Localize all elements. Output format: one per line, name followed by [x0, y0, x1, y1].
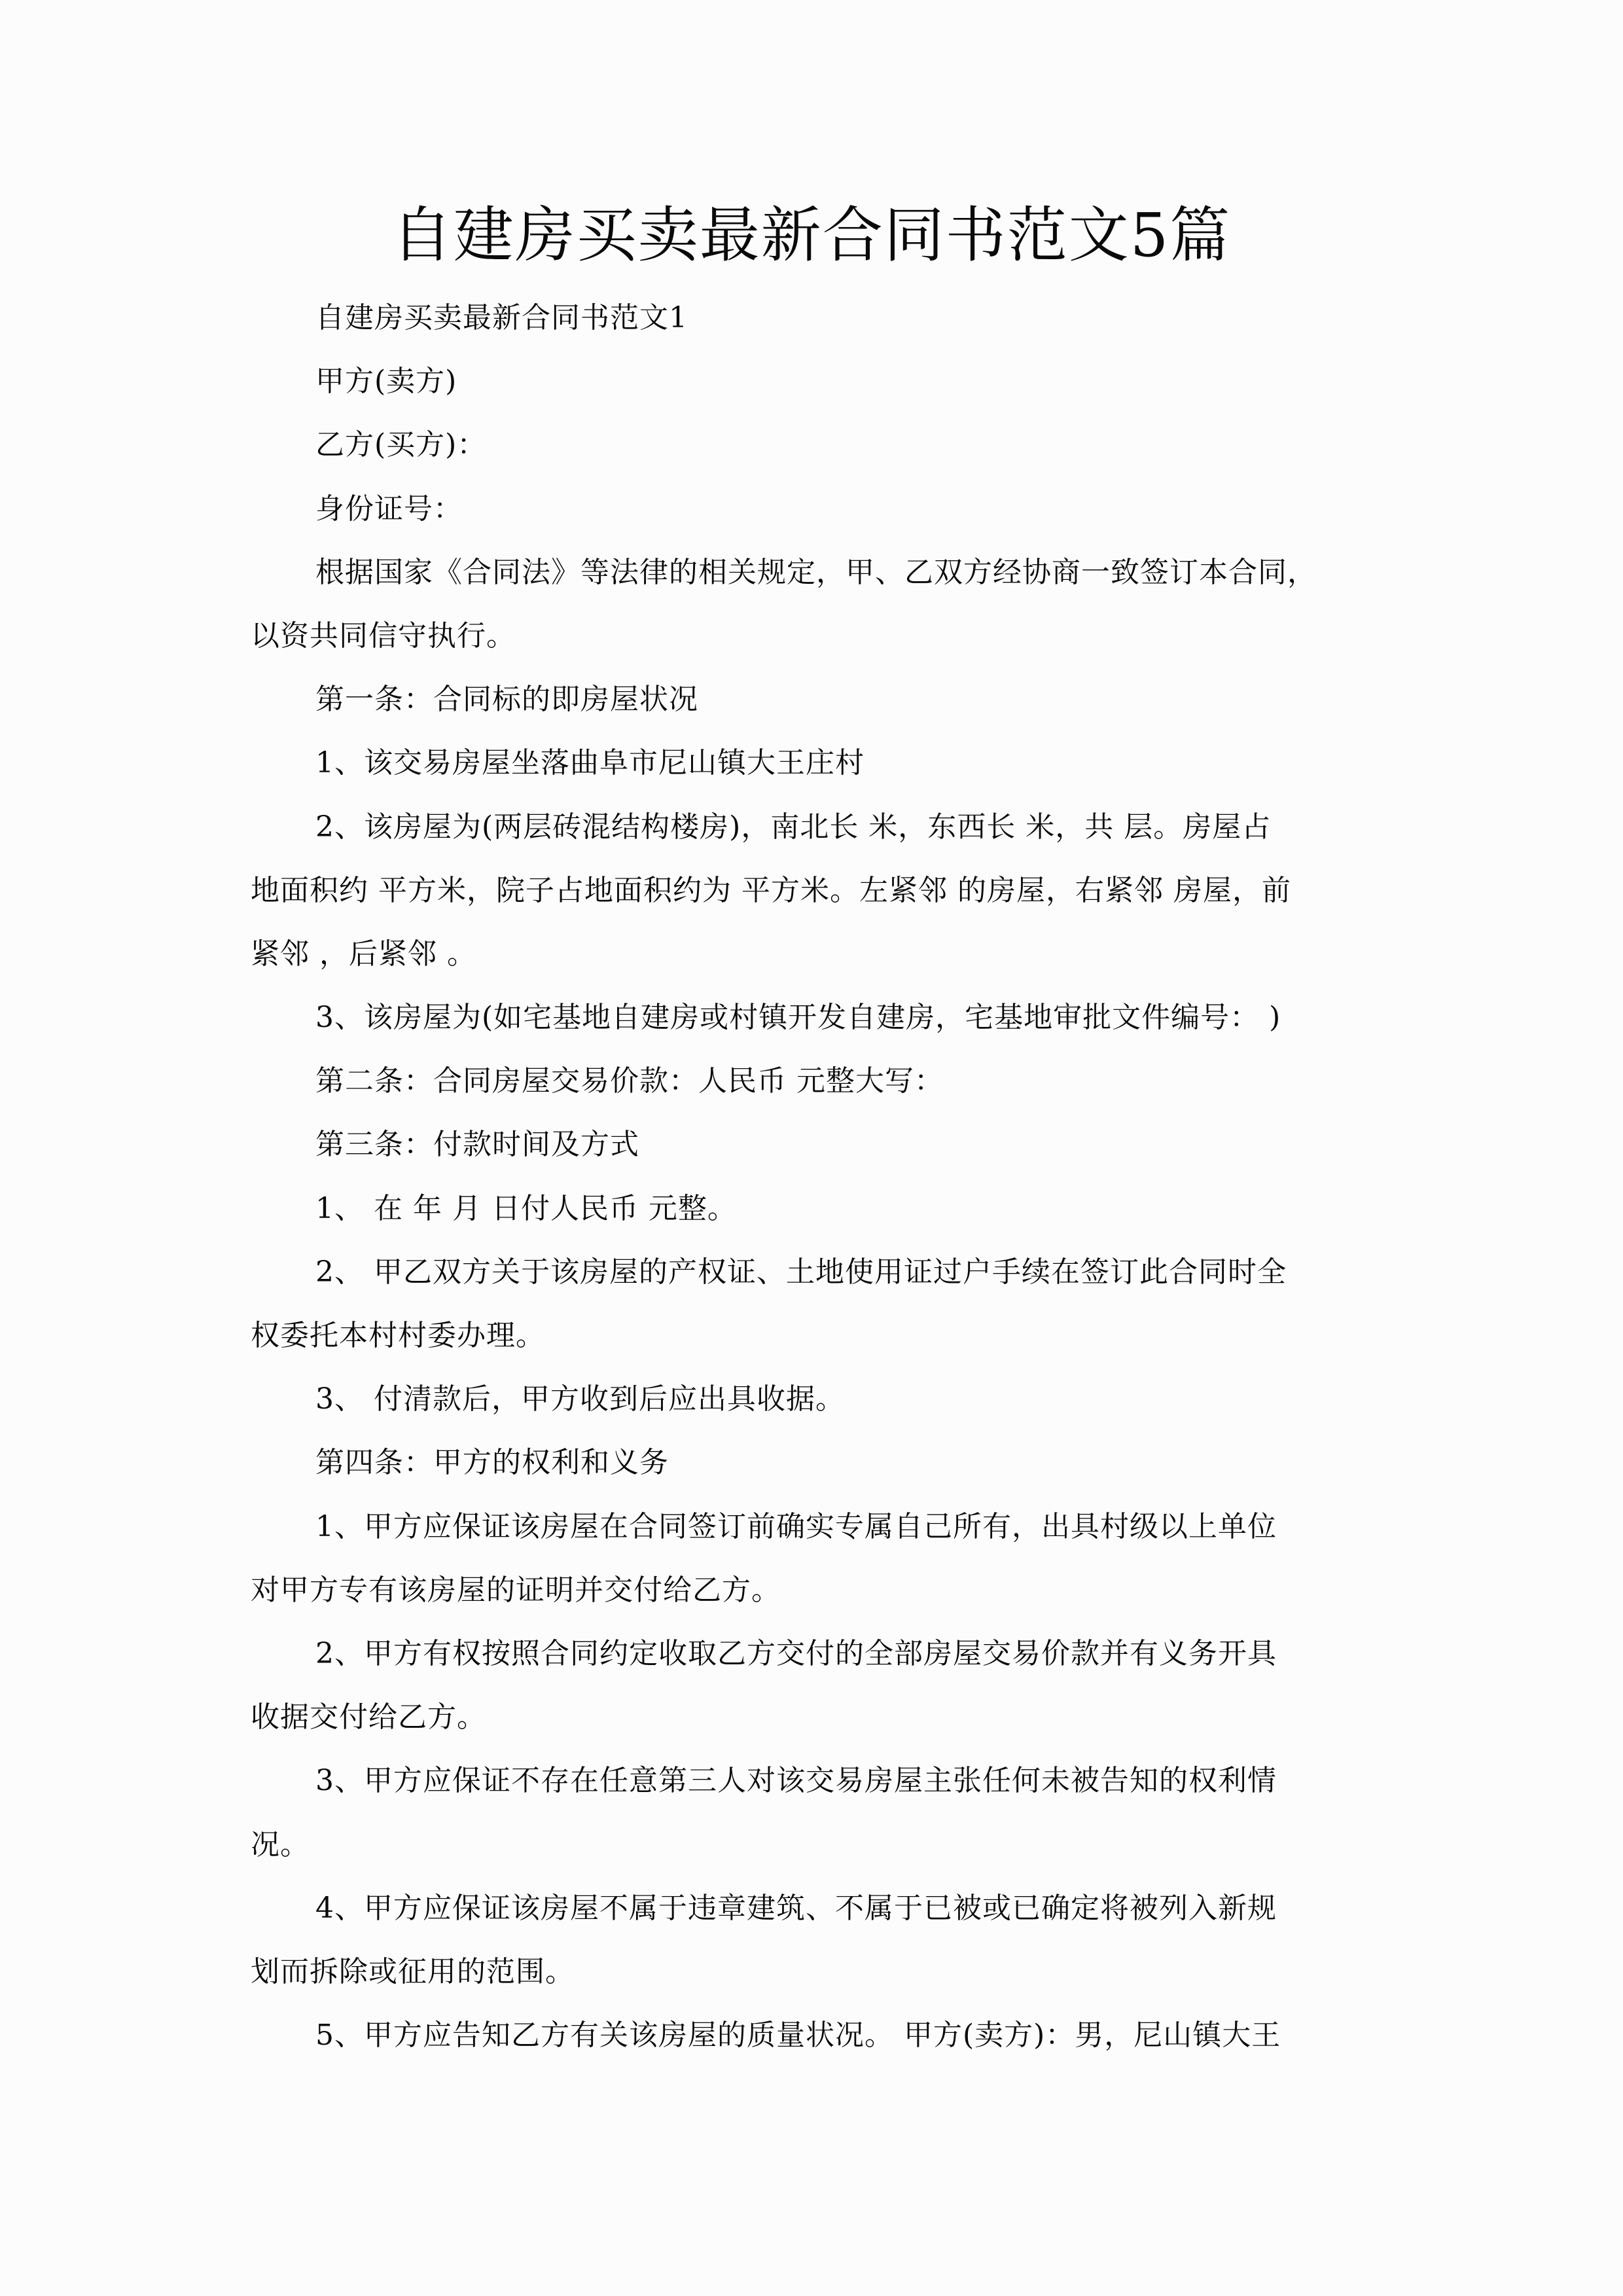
article-4-item-5	[251, 2003, 1389, 2067]
article-1-item-1	[251, 731, 1389, 795]
article-4-item-3	[251, 1749, 1389, 1876]
section-heading: 第二条：合同房屋交易价款：人民币 元整大写：	[315, 1064, 944, 1098]
paragraph-subtitle	[251, 286, 1389, 350]
text-line: 3、 付清款后，甲方收到后应出具收据。	[315, 1382, 845, 1416]
article-3-item-1	[251, 1177, 1389, 1240]
article-4-heading	[251, 1431, 1389, 1494]
paragraph-party-a	[251, 350, 1389, 413]
paragraph-party-b	[251, 413, 1389, 476]
document-title: 自建房买卖最新合同书范文5篇	[391, 200, 1232, 270]
paragraph-id-number	[251, 477, 1389, 541]
section-heading: 第一条：合同标的即房屋状况	[315, 683, 698, 717]
text-line: 收据交付给乙方。	[251, 1700, 486, 1734]
party-b-label: 乙方(买方)：	[315, 428, 487, 462]
article-4-item-1	[251, 1495, 1389, 1622]
article-3-heading	[251, 1113, 1389, 1176]
text-line: 5、甲方应告知乙方有关该房屋的质量状况。 甲方(卖方)：男，尼山镇大王	[315, 2018, 1281, 2053]
text-line: 紧邻 ，后紧邻 。	[251, 937, 476, 971]
id-number-label: 身份证号：	[315, 492, 463, 526]
text-line: 对甲方专有该房屋的证明并交付给乙方。	[251, 1573, 781, 1607]
text-line: 1、该交易房屋坐落曲阜市尼山镇大王庄村	[315, 746, 865, 780]
article-1-item-3	[251, 986, 1389, 1049]
section-heading: 第四条：甲方的权利和义务	[315, 1446, 669, 1480]
text-line: 以资共同信守执行。	[251, 619, 516, 653]
text-line: 1、甲方应保证该房屋在合同签订前确实专属自己所有，出具村级以上单位	[315, 1509, 1277, 1543]
article-2-heading	[251, 1049, 1389, 1113]
section-heading: 第三条：付款时间及方式	[315, 1128, 639, 1162]
text-line: 2、该房屋为(两层砖混结构楼房)，南北长 米，东西长 米，共 层。房屋占	[315, 810, 1272, 844]
text-line: 地面积约 平方米，院子占地面积约为 平方米。左紧邻 的房屋，右紧邻 房屋，前	[251, 873, 1291, 907]
party-a-label: 甲方(卖方)	[315, 365, 457, 399]
article-1-item-2	[251, 795, 1389, 986]
article-4-item-4	[251, 1876, 1389, 2003]
text-line: 4、甲方应保证该房屋不属于违章建筑、不属于已被或已确定将被列入新规	[315, 1891, 1277, 1925]
text-line: 2、甲方有权按照合同约定收取乙方交付的全部房屋交易价款并有义务开具	[315, 1636, 1277, 1670]
paragraph-preamble	[251, 541, 1389, 668]
text-line: 根据国家《合同法》等法律的相关规定，甲、乙双方经协商一致签订本合同，	[315, 555, 1317, 589]
text-line: 1、 在 年 月 日付人民币 元整。	[315, 1191, 737, 1225]
article-1-heading	[251, 668, 1389, 731]
text-line: 划而拆除或征用的范围。	[251, 1954, 575, 1988]
article-3-item-2	[251, 1240, 1389, 1367]
text-line: 况。	[251, 1827, 310, 1861]
article-4-item-2	[251, 1622, 1389, 1749]
text-line: 2、 甲乙双方关于该房屋的产权证、土地使用证过户手续在签订此合同时全	[315, 1255, 1287, 1289]
subtitle-line: 自建房买卖最新合同书范文1	[315, 301, 688, 334]
text-line: 3、甲方应保证不存在任意第三人对该交易房屋主张任何未被告知的权利情	[315, 1764, 1277, 1798]
document-body	[251, 286, 1389, 2067]
article-3-item-3	[251, 1367, 1389, 1431]
text-line: 3、该房屋为(如宅基地自建房或村镇开发自建房，宅基地审批文件编号： )	[315, 1001, 1281, 1035]
text-line: 权委托本村村委办理。	[251, 1319, 545, 1352]
